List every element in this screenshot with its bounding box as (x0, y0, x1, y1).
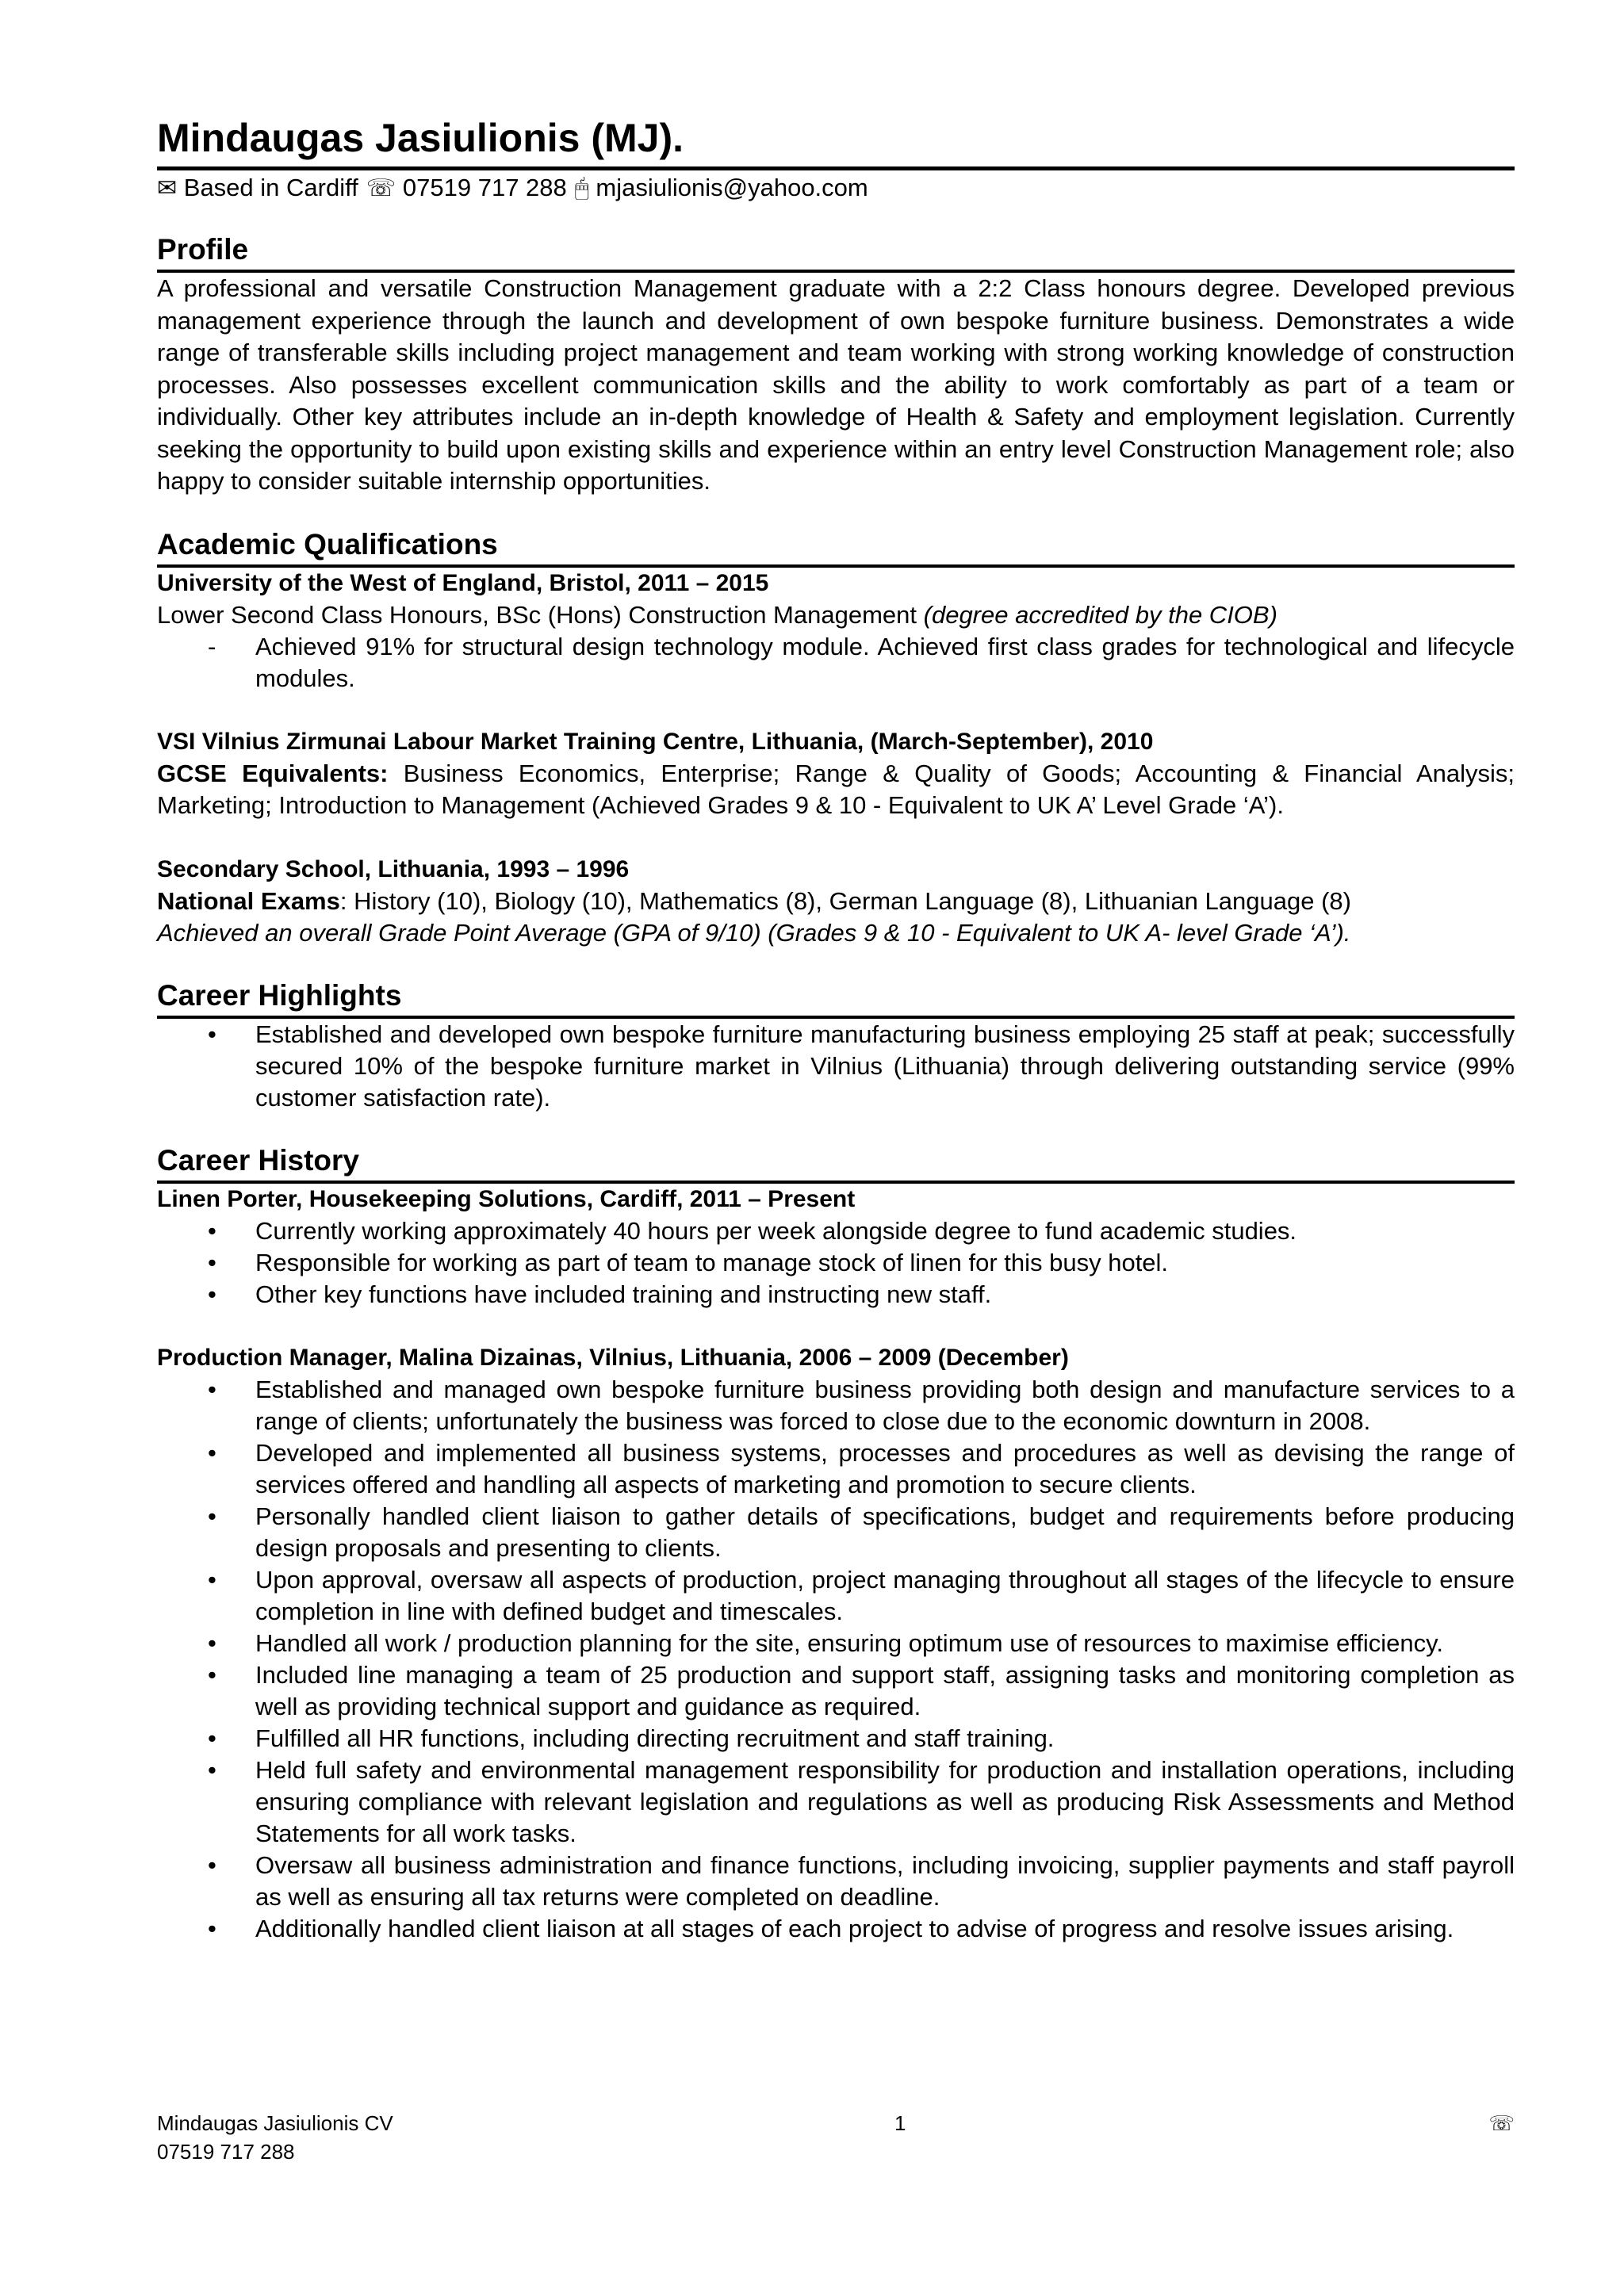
list-item: • Developed and implemented all business systems, processes and procedures as well as devising the range of services offered and handling all aspects of marketing and promotion to secure clients. (208, 1438, 1515, 1498)
list-item: • Personally handled client liaison to gather details of specifications, budget and requirements before producing design proposals and presenting to clients. (208, 1502, 1515, 1562)
phone-icon: ☏ (1488, 2111, 1515, 2135)
vsi-heading: VSI Vilnius Zirmunai Labour Market Training Centre, Lithuania, (March-September), 2010 (157, 728, 1154, 755)
uwe-degree: Lower Second Class Honours, BSc (Hons) Construction Management (degree accredited by the CIOB) (157, 600, 1277, 629)
highlights-heading: Career Highlights (157, 976, 1515, 1019)
list-item: - Achieved 91% for structural design technology module. Achieved first class grades for technological and lifecycle modules. (208, 632, 1515, 692)
cv-content (157, 109, 1515, 1945)
profile-text: A professional and versatile Construction Management graduate with a 2:2 Class honours degree. Developed previous management experience through the launch and development of own bespoke furniture business. Demonstrates a wide range of transferable skills including project management and team working with strong working knowledge of construction processes. Also possesses excellent communication skills and the ability to work comfortably as part of a team or individually. Other key attributes include an in-depth knowledge of Health & Safety and employment legislation. Currently seeking the opportunity to build upon existing skills and experience within an entry level Construction Management role; also happy to consider suitable internship opportunities. (157, 274, 1515, 495)
secondary-heading: Secondary School, Lithuania, 1993 – 1996 (157, 855, 630, 882)
contact-line (157, 166, 1515, 205)
list-item: • Fulfilled all HR functions, including directing recruitment and staff training. (208, 1724, 1055, 1752)
list-item: • Held full safety and environmental management responsibility for production and installation operations, including ensuring compliance with relevant legislation and regulations as well as producing Risk Assessments and Method Statements for all work tasks. (208, 1755, 1515, 1847)
footer-phone: 07519 717 288 (157, 2140, 295, 2164)
phone-icon: ☏ (366, 175, 396, 201)
page-footer (157, 2109, 1515, 2166)
list-item: • Upon approval, oversaw all aspects of production, project managing throughout all stages of the lifecycle to ensure completion in line with defined budget and timescales. (208, 1565, 1515, 1625)
highlights-list (157, 1019, 1515, 1114)
footer-doc-name: Mindaugas Jasiulionis CV (157, 2111, 393, 2135)
list-item: • Additionally handled client liaison at all stages of each project to advise of progress and resolve issues arising. (208, 1914, 1454, 1942)
mouse-icon: 🖱 (574, 175, 589, 201)
contact-phone: ☏ 07519 717 288 (366, 174, 567, 201)
list-item: • Established and managed own bespoke furniture business providing both design and manufacture services to a range of clients; unfortunately the business was forced to close due to the economic downturn in 2008. (208, 1375, 1515, 1435)
list-item: • Currently working approximately 40 hours per week alongside degree to fund academic studies. (208, 1216, 1297, 1245)
list-item: • Oversaw all business administration and finance functions, including invoicing, supplier payments and staff payroll as well as ensuring all tax returns were completed on deadline. (208, 1850, 1515, 1911)
history-heading: Career History (157, 1141, 1515, 1184)
list-item: • Included line managing a team of 25 production and support staff, assigning tasks and monitoring completion as well as providing technical support and guidance as required. (208, 1660, 1515, 1720)
uwe-heading: University of the West of England, Bristol, 2011 – 2015 (157, 569, 769, 596)
job-heading: Linen Porter, Housekeeping Solutions, Cardiff, 2011 – Present (157, 1185, 856, 1212)
history-section (157, 1141, 1515, 1945)
contact-location: ✉ Based in Cardiff (157, 174, 358, 201)
list-item: • Responsible for working as part of team to manage stock of linen for this busy hotel. (208, 1248, 1169, 1276)
page-number: 1 (894, 2111, 906, 2135)
academic-section (157, 525, 1515, 949)
job-heading: Production Manager, Malina Dizainas, Vilnius, Lithuania, 2006 – 2009 (December) (157, 1344, 1069, 1371)
envelope-icon: ✉ (157, 175, 178, 201)
contact-email: 🖱 mjasiulionis@yahoo.com (574, 174, 868, 201)
list-item: • Other key functions have included training and instructing new staff. (208, 1280, 992, 1308)
list-item: • Handled all work / production planning for the site, ensuring optimum use of resources to maximise efficiency. (208, 1628, 1443, 1657)
academic-heading: Academic Qualifications (157, 525, 1515, 568)
vsi-text: GCSE Equivalents: Business Economics, Enterprise; Range & Quality of Goods; Accounting & Financial Analysis; Marketing; Introduction to Management (Achieved Grades 9 & 10 - Equivalent to UK A’ Level Grade ‘A’). (157, 759, 1515, 819)
profile-section (157, 230, 1515, 498)
secondary-gpa: Achieved an overall Grade Point Average (GPA of 9/10) (Grades 9 & 10 - Equivalent to UK A- level Grade ‘A’). (157, 918, 1351, 947)
job-list (157, 1215, 1515, 1311)
secondary-exams: National Exams: History (10), Biology (10), Mathematics (8), German Language (8), Lithuanian Language (8) (157, 886, 1351, 915)
uwe-degree-note: (degree accredited by the CIOB) (923, 600, 1277, 629)
job-list (157, 1374, 1515, 1945)
highlights-section (157, 976, 1515, 1114)
uwe-list (157, 631, 1515, 695)
candidate-name: Mindaugas Jasiulionis (MJ). (157, 116, 684, 160)
profile-heading: Profile (157, 230, 1515, 273)
list-item: • Established and developed own bespoke furniture manufacturing business employing 25 staff at peak; successfully secured 10% of the bespoke furniture market in Vilnius (Lithuania) through delivering outstanding service (99% customer satisfaction rate). (208, 1020, 1515, 1112)
